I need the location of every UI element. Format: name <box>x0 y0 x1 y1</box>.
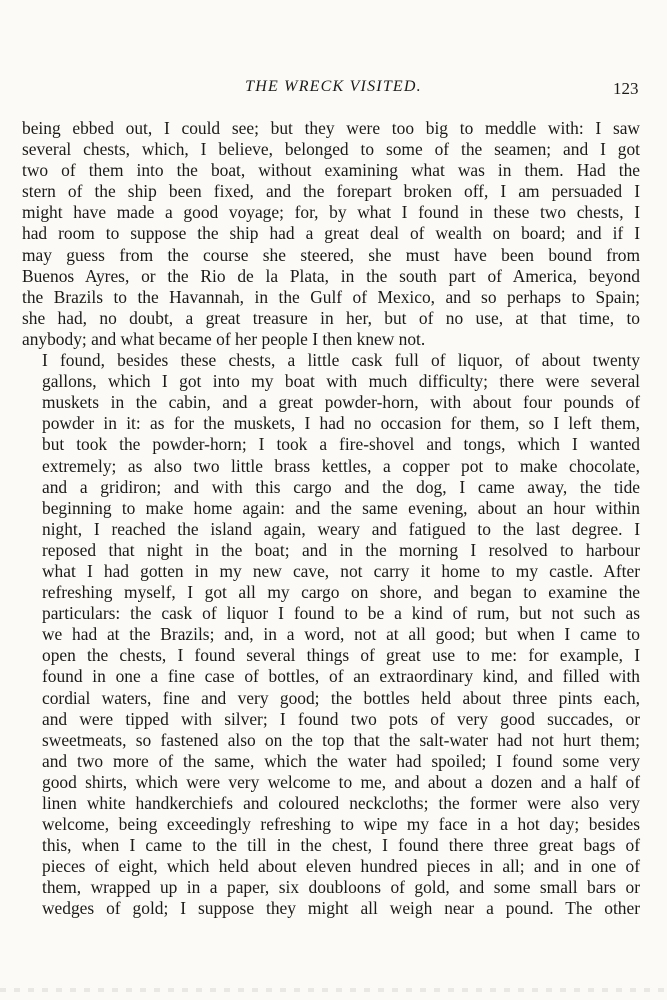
text-line: reposed that night in the boat; and in the morning I resolved to harbour <box>42 539 640 560</box>
text-line: gallons, which I got into my boat with much difficulty; there were several <box>42 371 640 392</box>
paragraph <box>22 118 640 350</box>
paragraph <box>22 350 640 920</box>
text-line: sweetmeats, so fastened also on the top that the salt-water had not hurt them; <box>42 729 640 750</box>
text-line: may guess from the course she steered, she must have been bound from <box>22 244 640 265</box>
text-line: refreshing myself, I got all my cargo on shore, and began to examine the <box>42 582 640 603</box>
text-line: good shirts, which were very welcome to me, and about a dozen and a half of <box>42 771 640 792</box>
text-line: pieces of eight, which held about eleven hundred pieces in all; and in one of <box>42 856 640 877</box>
text-line: Buenos Ayres, or the Rio de la Plata, in the south part of America, beyond <box>22 265 640 286</box>
text-line: we had at the Brazils; and, in a word, not at all good; but when I came to <box>42 624 640 645</box>
text-line: night, I reached the island again, weary and fatigued to the last degree. I <box>42 518 640 539</box>
text-line: wedges of gold; I suppose they might all weigh near a pound. The other <box>42 898 640 919</box>
text-line: welcome, being exceedingly refreshing to wipe my face in a hot day; besides <box>42 814 640 835</box>
text-line: extremely; as also two little brass kettles, a copper pot to make chocolate, <box>42 455 640 476</box>
text-line: and two more of the same, which the water had spoiled; I found some very <box>42 750 640 771</box>
text-line: and a gridiron; and with this cargo and the dog, I came away, the tide <box>42 476 640 497</box>
text-line: found in one a fine case of bottles, of an extraordinary kind, and filled with <box>42 666 640 687</box>
text-line: them, wrapped up in a paper, six doubloons of gold, and some small bars or <box>42 877 640 898</box>
text-line: particulars: the cask of liquor I found to be a kind of rum, but not such as <box>42 603 640 624</box>
text-line: beginning to make home again: and the same evening, about an hour within <box>42 497 640 518</box>
text-line: muskets in the cabin, and a great powder-horn, with about four pounds of <box>42 392 640 413</box>
text-line: but took the powder-horn; I took a fire-shovel and tongs, which I wanted <box>42 434 640 455</box>
text-line: what I had gotten in my new cave, not carry it home to my castle. After <box>42 560 640 581</box>
text-line: she had, no doubt, a great treasure in her, but of no use, at that time, to <box>22 307 640 328</box>
text-line: two of them into the boat, without examining what was in them. Had the <box>22 160 640 181</box>
page-edge-smudge <box>0 988 667 992</box>
text-line: and were tipped with silver; I found two pots of very good succades, or <box>42 708 640 729</box>
text-line: several chests, which, I believe, belonged to some of the seamen; and I got <box>22 139 640 160</box>
text-line: stern of the ship been fixed, and the forepart broken off, I am persuaded I <box>22 181 640 202</box>
text-line: might have made a good voyage; for, by what I found in these two chests, I <box>22 202 640 223</box>
page-number: 123 <box>613 79 639 98</box>
text-line: open the chests, I found several things of great use to me: for example, I <box>42 645 640 666</box>
text-line: cordial waters, fine and very good; the bottles held about three pints each, <box>42 687 640 708</box>
text-line: the Brazils to the Havannah, in the Gulf of Mexico, and so perhaps to Spain; <box>22 286 640 307</box>
text-line: this, when I came to the till in the chest, I found there three great bags of <box>42 835 640 856</box>
text-line: linen white handkerchiefs and coloured neckcloths; the former were also very <box>42 793 640 813</box>
body-text <box>22 118 640 920</box>
text-line: powder in it: as for the muskets, I had no occasion for them, so I left them, <box>42 413 640 434</box>
text-line: anybody; and what became of her people I then knew not. <box>22 328 426 349</box>
text-line: I found, besides these chests, a little cask full of liquor, of about twenty <box>42 350 640 371</box>
text-line: had room to suppose the ship had a great deal of wealth on board; and if I <box>22 223 640 244</box>
running-title: THE WRECK VISITED. <box>245 78 422 95</box>
text-line: being ebbed out, I could see; but they were too big to meddle with: I saw <box>22 118 640 138</box>
